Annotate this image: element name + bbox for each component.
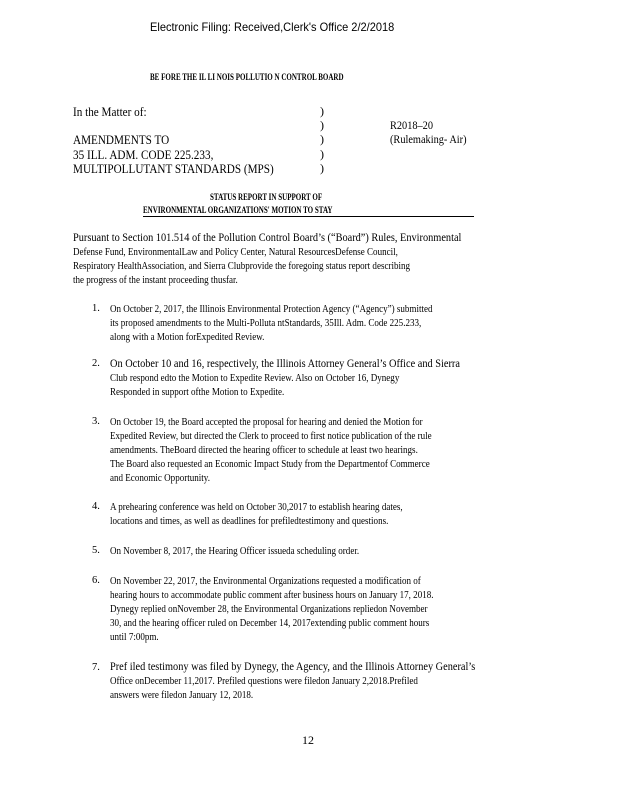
item-line: On October 19, the Board accepted the proposal for hearing and denied the Motion for	[110, 417, 423, 428]
item-number: 5.	[92, 545, 100, 556]
caption-line: In the Matter of:	[73, 104, 147, 119]
item-line: A prehearing conference was held on October 30,2017 to establish hearing dates,	[110, 502, 403, 513]
docket-type: (Rulemaking- Air)	[390, 132, 467, 146]
item-number: 3.	[92, 416, 100, 427]
caption-bracket: )	[320, 161, 324, 175]
title-underline	[143, 216, 474, 217]
item-line: along with a Motion forExpedited Review.	[110, 332, 265, 343]
board-title: BE FORE THE IL LI NOIS POLLUTIO N CONTROL BOARD	[150, 72, 344, 82]
caption-bracket: )	[320, 104, 324, 118]
caption-line: 35 ILL. ADM. CODE 225.233,	[73, 147, 214, 162]
item-line: hearing hours to accommodate public comment after business hours on January 17, 2018.	[110, 590, 434, 601]
item-line: its proposed amendments to the Multi-Polluta ntStandards, 35Ill. Adm. Code 225.233,	[110, 318, 422, 329]
caption-line: MULTIPOLLUTANT STANDARDS (MPS)	[73, 161, 274, 176]
item-number: 4.	[92, 501, 100, 512]
intro-line: Pursuant to Section 101.514 of the Pollution Control Board’s (“Board”) Rules, Environmental	[73, 230, 462, 244]
filing-stamp: Electronic Filing: Received,Clerk's Office 2/2/2018	[150, 20, 395, 34]
item-line: and Economic Opportunity.	[110, 473, 210, 484]
item-line: Dynegy replied onNovember 28, the Environmental Organizations repliedon November	[110, 604, 428, 615]
item-line: On November 22, 2017, the Environmental Organizations requested a modification of	[110, 576, 421, 587]
docket-number: R2018–20	[390, 118, 434, 132]
item-line: answers were filedon January 12, 2018.	[110, 690, 254, 701]
item-line: locations and times, as well as deadlines for prefiledtestimony and questions.	[110, 516, 389, 527]
item-line: On October 10 and 16, respectively, the Illinois Attorney General’s Office and Sierra	[110, 356, 460, 370]
item-number: 7.	[92, 662, 100, 673]
item-number: 6.	[92, 575, 100, 586]
page-number: 12	[302, 733, 314, 747]
item-line: until 7:00pm.	[110, 632, 159, 643]
item-line: 30, and the hearing officer ruled on December 14, 2017extending public comment hours	[110, 618, 430, 629]
item-number: 1.	[92, 303, 100, 314]
item-line: On October 2, 2017, the Illinois Environmental Protection Agency (“Agency”) submitted	[110, 304, 433, 315]
item-line: Pref iled testimony was filed by Dynegy, the Agency, and the Illinois Attorney General’s	[110, 659, 476, 673]
item-line: On November 8, 2017, the Hearing Officer issueda scheduling order.	[110, 546, 360, 557]
report-title-line2: ENVIRONMENTAL ORGANIZATIONS' MOTION TO STAY	[143, 205, 333, 215]
item-line: amendments. TheBoard directed the hearing officer to schedule at least two hearings.	[110, 445, 418, 456]
item-line: Expedited Review, but directed the Clerk to proceed to first notice publication of the rule	[110, 431, 432, 442]
item-number: 2.	[92, 358, 100, 369]
caption-bracket: )	[320, 132, 324, 146]
report-title-line1: STATUS REPORT IN SUPPORT OF	[210, 192, 323, 202]
caption-bracket: )	[320, 118, 324, 132]
caption-line: AMENDMENTS TO	[73, 132, 170, 147]
intro-line: the progress of the instant proceeding thusfar.	[73, 275, 238, 286]
intro-line: Respiratory HealthAssociation, and Sierra Clubprovide the foregoing status report describing	[73, 261, 411, 272]
intro-line: Defense Fund, EnvironmentalLaw and Policy Center, Natural ResourcesDefense Council,	[73, 247, 398, 258]
item-line: Office onDecember 11,2017. Prefiled questions were filedon January 2,2018.Prefiled	[110, 676, 418, 687]
caption-bracket: )	[320, 147, 324, 161]
item-line: Club respond edto the Motion to Expedite Review. Also on October 16, Dynegy	[110, 373, 400, 384]
item-line: Responded in support ofthe Motion to Expedite.	[110, 387, 285, 398]
item-line: The Board also requested an Economic Impact Study from the Departmentof Commerce	[110, 459, 430, 470]
